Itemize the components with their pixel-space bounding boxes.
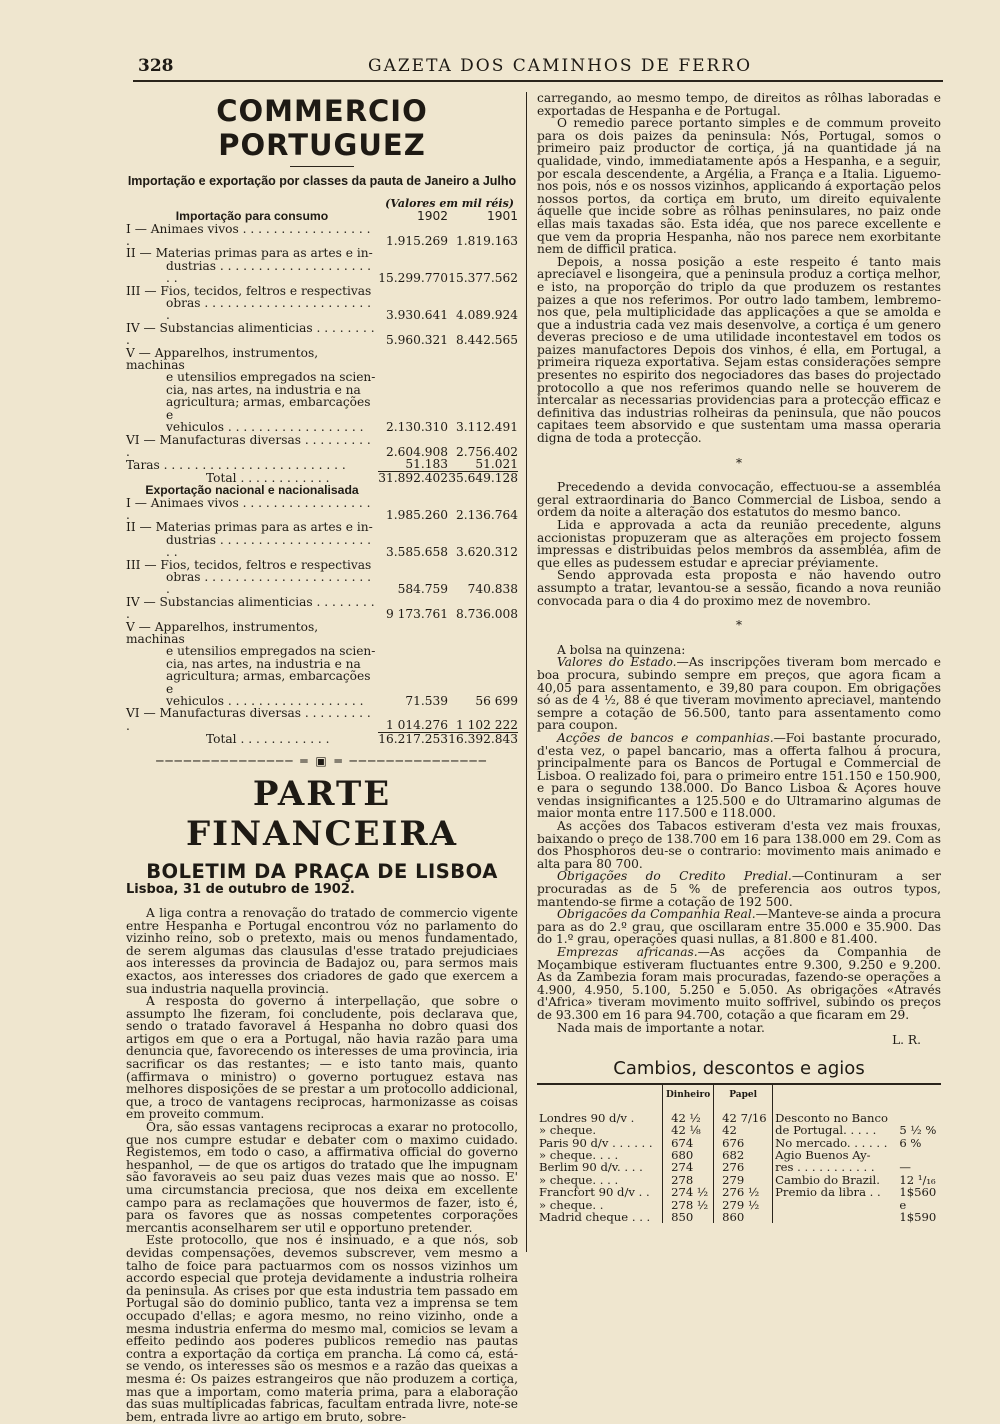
rate-value: 1$560 xyxy=(899,1185,937,1200)
value-1901 xyxy=(448,559,518,571)
value-1902: 1.915.269 xyxy=(385,234,448,248)
row-label: Taras . . . . . . . . . . . . . . . . . . . . . . . . xyxy=(126,457,346,472)
value-1902: 3.930.641 xyxy=(385,308,448,323)
rate-value: 12 ¹/₁₆ xyxy=(899,1172,936,1187)
bolsa-paragraph xyxy=(537,732,941,820)
bolsa-items xyxy=(537,656,941,1034)
total-label: Total . . . . . . . . . . . . xyxy=(206,470,330,485)
value-1902: 15.299.770 xyxy=(378,271,448,286)
row-label: cia, nas artes, na industria e na xyxy=(166,382,361,397)
trade-table xyxy=(126,210,518,745)
table-row xyxy=(126,260,518,285)
row-label: V — Apparelhos, instrumentos, machinas xyxy=(126,619,319,646)
bolsa-item-heading: Acções de bancos e companhias. xyxy=(557,730,774,745)
column-rule xyxy=(526,92,527,1252)
signature: L. R. xyxy=(892,1033,921,1048)
row-label: III — Fios, tecidos, feltros e respectivas xyxy=(126,283,372,298)
rate-label: Agio Buenos Ay- xyxy=(773,1149,898,1161)
value-1902: 2.604.908 xyxy=(385,444,448,459)
rate-label: No mercado. . . . . . xyxy=(773,1137,898,1149)
table-row xyxy=(126,247,518,259)
place: Francfort 90 d/v . . xyxy=(539,1185,650,1200)
row-label: agricultura; armas, embarcações e xyxy=(166,669,371,696)
row-label: vehiculos . . . . . . . . . . . . . . . . . . xyxy=(166,420,364,435)
value-1902: 584.759 xyxy=(397,582,448,597)
table-row xyxy=(126,434,518,459)
year-1901: 1901 xyxy=(486,209,518,224)
dinheiro-value: 680 xyxy=(663,1149,714,1161)
value-1901: 2.136.764 xyxy=(455,507,518,522)
value-1901: 3.112.491 xyxy=(455,420,518,435)
rate-label: res . . . . . . . . . . . xyxy=(773,1161,898,1173)
export-heading-row xyxy=(126,484,518,496)
value-1901: 3.620.312 xyxy=(455,545,518,560)
place: Londres 90 d/v . xyxy=(539,1110,635,1125)
table-row xyxy=(126,497,518,522)
ornament-rule-icon: ─────────────── ═ ▣ ═ ─────────────── xyxy=(156,754,488,769)
row-label: e utensilios empregados na scien- xyxy=(166,370,376,385)
bolsa-item-text: As acções dos Tabacos estiveram d'esta vez mais frouxas, baixando o preço de 138.700 em 16 para 138.000 em 29. Com as dos Phosphoros deu-se o contrario: movimento mais animado e alta para 80 700. xyxy=(537,819,941,871)
dinheiro-value: 274 ½ xyxy=(663,1186,714,1198)
value-1901 xyxy=(448,347,518,372)
row-label: I — Animaes vivos . . . . . . . . . . . . . . . . . . xyxy=(126,495,371,522)
papel-value: 682 xyxy=(714,1149,773,1161)
bolsa-item-text: —Manteve-se ainda a procura para as do 2.º grau, que oscillaram entre 35.000 e 35.900. Das do 1.º grau, operações quasi nullas, a 81.800 e 81.400. xyxy=(537,907,942,947)
dinheiro-value: 278 ½ xyxy=(663,1199,714,1211)
commercio-title: COMMERCIO PORTUGUEZ xyxy=(216,94,428,162)
total-label: Total . . . . . . . . . . . . xyxy=(206,731,330,746)
value-1902 xyxy=(378,347,448,372)
dinheiro-value: 274 xyxy=(663,1161,714,1173)
bolsa-item-heading: Obrigações do Credito Predial. xyxy=(557,869,792,884)
bolsa-section xyxy=(537,644,941,1047)
table-row xyxy=(126,347,518,372)
bolsa-item-heading: Obrigacões da Companhia Real. xyxy=(557,907,756,922)
cambios-row xyxy=(537,1161,941,1173)
value-1902: 1.985.260 xyxy=(385,507,448,522)
value-1902: 51.183 xyxy=(378,458,448,471)
year-header-row xyxy=(126,210,518,222)
left-article xyxy=(126,907,518,1423)
commercio-subtitle: Importação e exportação por classes da pauta de Janeiro a Julho xyxy=(127,174,517,188)
bolsa-paragraph xyxy=(537,946,941,1022)
blank-cell xyxy=(448,484,518,496)
row-label: V — Apparelhos, instrumentos, machinas xyxy=(126,345,319,373)
rate-label: Cambio do Brazil. xyxy=(773,1174,898,1186)
total-1901: 35.649.128 xyxy=(448,470,518,485)
value-1901: 2.756.402 xyxy=(455,444,518,459)
table-row xyxy=(126,223,518,248)
rate-label xyxy=(773,1211,898,1223)
place: » cheque. xyxy=(539,1123,597,1138)
value-1901 xyxy=(448,621,518,646)
value-1902 xyxy=(378,621,448,646)
dinheiro-value: 850 xyxy=(663,1211,714,1223)
bolsa-paragraph xyxy=(537,870,941,908)
bolsa-item-text: —As acções da Companhia de Moçambique estiveram fluctuantes entre 9.300, 9.250 e 9.200. As da Zambezia foram mais procuradas, fazendo-se operações a 4.900, 4.950, 5.100, 5.250 e 5.050. As obrigações «Através d'Africa» tiveram movimento muito soffrivel, subindo os preços de 93.300 em 16 para 94.700, cotação a que ficaram em 29. xyxy=(537,945,941,1022)
value-1902 xyxy=(378,521,448,533)
value-1901 xyxy=(448,645,518,657)
dinheiro-value: 674 xyxy=(663,1137,714,1149)
bolsa-item-heading: Valores do Estado. xyxy=(557,655,677,670)
value-1901 xyxy=(448,371,518,383)
papel-value: 676 xyxy=(714,1137,773,1149)
papel-value: 279 ½ xyxy=(714,1199,773,1211)
place: Paris 90 d/v . . . . . . xyxy=(539,1135,653,1150)
row-label: VI — Manufacturas diversas . . . . . . . . . . xyxy=(126,706,371,733)
bolsa-paragraph xyxy=(537,1022,941,1035)
value-1902 xyxy=(378,247,448,259)
row-label: III — Fios, tecidos, feltros e respectivas xyxy=(126,557,372,572)
papel-header: Papel xyxy=(714,1084,773,1111)
row-label: dustrias . . . . . . . . . . . . . . . . . . . . . . xyxy=(166,258,372,286)
value-1901: 15.377.562 xyxy=(448,271,518,286)
separator-star: * xyxy=(736,455,742,470)
right-column xyxy=(537,92,941,1223)
dinheiro-value: 42 ⅛ xyxy=(663,1124,714,1136)
table-row xyxy=(126,621,518,646)
paragraph: Este protocollo, que nos é insinuado, e a que nós, sob devidas compensações, devemos subscrever, vem mesmo a talho de foice para pactuarmos com os nossos vizinhos um accordo especial que proteja devidamente a industria rolheira da peninsula. As crises por que esta industria tem passado em Portugal são do dominio publico, tanta vez a imprensa se tem occupado d'ellas; e agora mesmo, no reino vizinho, onde a mesma industria enferma do mesmo mal, comicios se levam a effeito pedindo aos poderes publicos remedio nas pautas contra a exportação da cortiça em prancha. Lá como cá, está-se vendo, os interesses são os mesmos e a razão das queixas a mesma é: Os paizes estrangeiros que não produzem a cortiça, mas que a importam, como materia prima, para a elaboração das suas multiplicadas fabricas, facultam entrada livre, note-se bem, entrada livre ao artigo em bruto, sobre- xyxy=(126,1233,518,1424)
value-1901 xyxy=(448,670,518,695)
rates-header xyxy=(773,1084,898,1111)
value-1902 xyxy=(378,645,448,657)
row-label: cia, nas artes, na industria e na xyxy=(166,656,361,671)
value-1902 xyxy=(378,371,448,383)
place: Berlim 90 d/v. . . . xyxy=(539,1160,643,1175)
row-label: e utensilios empregados na scien- xyxy=(166,644,376,659)
value-1901: 8.442.565 xyxy=(455,333,518,348)
row-label: dustrias . . . . . . . . . . . . . . . . . . . . . . xyxy=(166,532,372,560)
title-rule xyxy=(290,166,354,167)
value-1902 xyxy=(378,396,448,421)
row-label: IV — Substancias alimenticias . . . . . . . . . xyxy=(126,320,375,348)
value-1902 xyxy=(378,670,448,695)
row-label: vehiculos . . . . . . . . . . . . . . . . . . xyxy=(166,694,364,709)
total-1901: 16.392.843 xyxy=(448,731,518,746)
table-row xyxy=(126,571,518,596)
cambios-header-row xyxy=(537,1084,941,1111)
value-1902 xyxy=(378,384,448,396)
cambios-row xyxy=(537,1211,941,1223)
papel-value: 276 ½ xyxy=(714,1186,773,1198)
table-row xyxy=(126,534,518,559)
value-1902 xyxy=(378,285,448,297)
row-label: IV — Substancias alimenticias . . . . . . . . . xyxy=(126,594,375,622)
rate-value: 5 ½ % xyxy=(899,1123,937,1138)
rate-value: — xyxy=(899,1160,911,1175)
table-row xyxy=(126,596,518,621)
table-row xyxy=(126,707,518,732)
right-article xyxy=(537,92,941,445)
paragraph: A liga contra a renovação do tratado de commercio vigente entre Hespanha e Portugal encontrou vóz no parlamento do vizinho reino, sob o pretexto, mais ou menos fundamentado, de serem algumas das clausulas d'esse tratado prejudiciaes aos interesses da provincia de Badajoz ou, para sermos mais exactos, aos interesses dos criadores de gado que exercem a sua industria naquella provincia. xyxy=(126,905,518,996)
table-row xyxy=(126,645,518,657)
paragraph: Precedendo a devida convocação, effectuou-se a assembléa geral extraordinaria do Banco Commercial de Lisboa, sendo a ordem da noite a alteração dos estatutos do mesmo banco. xyxy=(537,480,941,520)
papel-value: 276 xyxy=(714,1161,773,1173)
year-1902: 1902 xyxy=(416,209,448,224)
publication-title: GAZETA DOS CAMINHOS DE FERRO xyxy=(368,56,753,76)
paragraph: Depois, a nossa posição a este respeito é tanto mais apreciavel e lisongeira, que a peninsula produz a cortiça melhor, e isto, na proporção do triplo da que produzem os restantes paizes a que nos referimos. Por outro lado tambem, lembremo-nos que, pela multiplicidade das applicações a que se amolda e que a industria cada vez mais desenvolve, a cortiça é um genero deveras precioso e de uma utilidade incontestavel em todos os paizes manufactores Depois dos vinhos, é ella, em Portugal, a primeira riqueza exportativa. Sejam estas considerações sempre presentes no espirito dos negociadores das bases do projectado protocollo a que nos referimos quando nelle se houverem de intercalar as necessarias providencias para a protecção efficaz e definitiva das industrias rolheiras da peninsula, que não poucos capitaes teem absorvido e que sustentam uma massa operaria digna de toda a protecção. xyxy=(537,254,941,446)
value-1902: 3.585.658 xyxy=(385,545,448,560)
table-row xyxy=(126,521,518,533)
papel-value: 42 xyxy=(714,1124,773,1136)
left-column xyxy=(126,92,518,1423)
value-1902: 1 014.276 xyxy=(378,707,448,732)
place: » cheque. . xyxy=(539,1197,604,1212)
bolsa-intro: A bolsa na quinzena: xyxy=(557,642,686,657)
boletim-title: BOLETIM DA PRAÇA DE LISBOA xyxy=(146,859,498,883)
table-row xyxy=(126,297,518,322)
bolsa-item-text: —Continuram a ser procuradas as de 5 % de preferencia aos outros typos, mantendo-se firme a cotação de 192 500. xyxy=(537,869,941,909)
table-row xyxy=(126,670,518,695)
table-row xyxy=(126,421,518,433)
rates-value-header xyxy=(897,1084,941,1111)
header-rule xyxy=(133,80,943,82)
rate-label xyxy=(773,1199,898,1211)
papel-value: 279 xyxy=(714,1174,773,1186)
value-1902 xyxy=(378,658,448,670)
rate-value: 6 % xyxy=(899,1135,922,1150)
values-note: (Valores em mil réis) xyxy=(385,196,514,210)
row-label: I — Animaes vivos . . . . . . . . . . . . . . . . . . xyxy=(126,221,371,248)
place: » cheque. . . . xyxy=(539,1172,619,1187)
value-1902: 9 173.761 xyxy=(385,607,448,622)
paragraph: Lida e approvada a acta da reunião precedente, alguns accionistas propuzeram que as alterações em projecto fossem impressas e distribuidas pelos membros da assembléa, afim de que elles as pudessem estudar e apreciar préviamente. xyxy=(537,518,941,570)
separator-star-2: * xyxy=(736,618,742,633)
bolsa-item-text: —As inscripções tiveram bom mercado e boa procura, subindo sempre em preços, que agora ficam a 40,05 para assentamento, e 39,80 para coupon. Em obrigações só as de 4 ½, 88 é que tiveram movimento apreciavel, mantendo sempre a cotação de 56.500, tanto para assentamento como para coupon. xyxy=(537,655,942,733)
cambios-row xyxy=(537,1186,941,1198)
rate-label: de Portugal. . . . . xyxy=(773,1124,898,1136)
value-1901: 1 102 222 xyxy=(448,707,518,732)
cambios-title: Cambios, descontos e agios xyxy=(613,1057,865,1079)
rate-label: Premio da libra . . xyxy=(773,1186,898,1198)
value-1902: 2.130.310 xyxy=(385,420,448,435)
assembly-article xyxy=(537,481,941,607)
cambios-row xyxy=(537,1124,941,1136)
total-1902: 31.892.402 xyxy=(378,470,448,485)
cambios-row xyxy=(537,1112,941,1124)
value-1901: 8.736.008 xyxy=(455,607,518,622)
row-label: obras . . . . . . . . . . . . . . . . . . . . . . . xyxy=(166,296,371,323)
table-row xyxy=(126,371,518,383)
paragraph: carregando, ao mesmo tempo, de direitos as rôlhas laboradas e exportadas de Hespanha e de Portugal. xyxy=(537,91,941,118)
table-row xyxy=(126,396,518,421)
value-1901: 1.819.163 xyxy=(455,234,518,248)
export-heading: Exportação nacional e nacionalisada xyxy=(145,483,359,498)
place: Madrid cheque . . . xyxy=(539,1210,651,1224)
value-1901 xyxy=(448,384,518,396)
rate-label: Desconto no Banco xyxy=(773,1112,898,1124)
place: » cheque. . . . xyxy=(539,1147,619,1162)
paragraph: A resposta do governo á interpellação, que sobre o assumpto lhe fizeram, foi concludente, pois declarava que, sendo o tratado favoravel á Hespanha no dobro quasi dos artigos em que o era a Portugal, não havia razão para uma denuncia que, favorecendo os interesses de uma provincia, iria sacrificar os das restantes; — e isto tanto mais, quanto (affirmava o ministro) o governo portuguez estava nas melhores disposições de se prestar a um protocollo addicional, que, a troco de vantagens reciprocas, harmonizasse as coisas em proveito commum. xyxy=(126,994,518,1122)
value-1902: 71.539 xyxy=(405,694,448,709)
dinheiro-value: 42 ½ xyxy=(663,1112,714,1124)
cambios-table xyxy=(537,1083,941,1223)
page-number: 328 xyxy=(138,56,174,76)
value-1901 xyxy=(448,521,518,533)
row-label: agricultura; armas, embarcações e xyxy=(166,395,371,422)
row-label: obras . . . . . . . . . . . . . . . . . . . . . . . xyxy=(166,569,371,597)
value-1901 xyxy=(448,247,518,259)
import-heading: Importação para consumo xyxy=(175,209,329,224)
paragraph: Sendo approvada esta proposta e não havendo outro assumpto a tratar, levantou-se a sessão, ficando a nova reunião convocada para o dia 4 do proximo mez de novembro. xyxy=(537,568,941,608)
row-label: VI — Manufacturas diversas . . . . . . . . . . xyxy=(126,432,371,459)
bolsa-item-text: Nada mais de importante a notar. xyxy=(557,1020,765,1035)
total-1902: 16.217.253 xyxy=(378,731,448,746)
bolsa-item-text: —Foi bastante procurado, d'esta vez, o papel bancario, mas a offerta falhou á procura, principalmente para os Bancos de Portugal e Commercial de Lisboa. O realizado foi, para o primeiro entre 151.150 e 150.900, e para o segundo 138.000. Do Banco Lisboa & Açores houve vendas insignificantes a 125.500 e do Ultramarino algumas de maior monta entre 117.500 e 118.000. xyxy=(537,730,941,821)
dinheiro-header: Dinheiro xyxy=(663,1084,714,1111)
value-1902: 5.960.321 xyxy=(385,333,448,348)
section-ornament xyxy=(126,755,518,768)
row-label: II — Materias primas para as artes e in- xyxy=(126,246,373,261)
bolsa-item-heading: Emprezas africanas. xyxy=(557,945,698,959)
paragraph: Ora, são essas vantagens reciprocas a exarar no protocollo, que nos cumpre estudar e debater com o maximo cuidado. Registemos, em todo o caso, a affirmativa official do governo hespanhol, — de que os artigos do tratado que lhe impugnam são favoraveis ao seu paiz duas vezes mais que ao nosso. E' uma circumstancia preciosa, que nos deixa em excellente campo para as reclamações que houvermos de fazer, isto é, para os favores que as nossas competentes corporações mercantis aconselharem ser util e opportuno pretender. xyxy=(126,1120,518,1235)
value-1901: 56 699 xyxy=(475,694,518,709)
value-1901: 51.021 xyxy=(448,458,518,471)
bolsa-paragraph xyxy=(537,820,941,870)
bolsa-paragraph xyxy=(537,656,941,732)
papel-value: 860 xyxy=(714,1211,773,1223)
blank-cell xyxy=(378,484,448,496)
value-1901 xyxy=(448,396,518,421)
paragraph: O remedio parece portanto simples e de commum proveito para os dois paizes da peninsula: Nós, Portugal, somos o primeiro paiz productor de cortiça, já na quantidade já na qualidade, vindo, immediatamente após a Hespanha, e a seguir, por escala descendente, a Argélia, a França e a Italia. Liguemo-nos pois, nós e os nossos vizinhos, applicando á exportação pelos nossos portos, da cortiça em bruto, um direito equivalente áquelle que incide sobre as rôlhas peninsulares, no paiz onde ellas mais taxadas são. Esta idéa, que nos parece excellente e que vem da propria Hespanha, não nos parece nem exorbitante nem de difficil pratica. xyxy=(537,116,941,257)
value-1901 xyxy=(448,285,518,297)
rate-value: e xyxy=(899,1197,907,1212)
dinheiro-value: 278 xyxy=(663,1174,714,1186)
bolsa-paragraph xyxy=(537,908,941,946)
total-row xyxy=(126,732,518,745)
value-1902 xyxy=(378,559,448,571)
place-header xyxy=(537,1084,663,1111)
table-row xyxy=(126,322,518,347)
papel-value: 42 7/16 xyxy=(714,1112,773,1124)
parte-financeira-title: PARTE FINANCEIRA xyxy=(185,773,459,854)
row-label: II — Materias primas para as artes e in- xyxy=(126,520,373,535)
value-1901: 740.838 xyxy=(467,582,518,597)
dateline: Lisboa, 31 de outubro de 1902. xyxy=(126,882,355,898)
table-row xyxy=(126,458,518,471)
value-1901 xyxy=(448,658,518,670)
rate-value: 1$590 xyxy=(899,1210,937,1224)
value-1901: 4.089.924 xyxy=(455,308,518,323)
